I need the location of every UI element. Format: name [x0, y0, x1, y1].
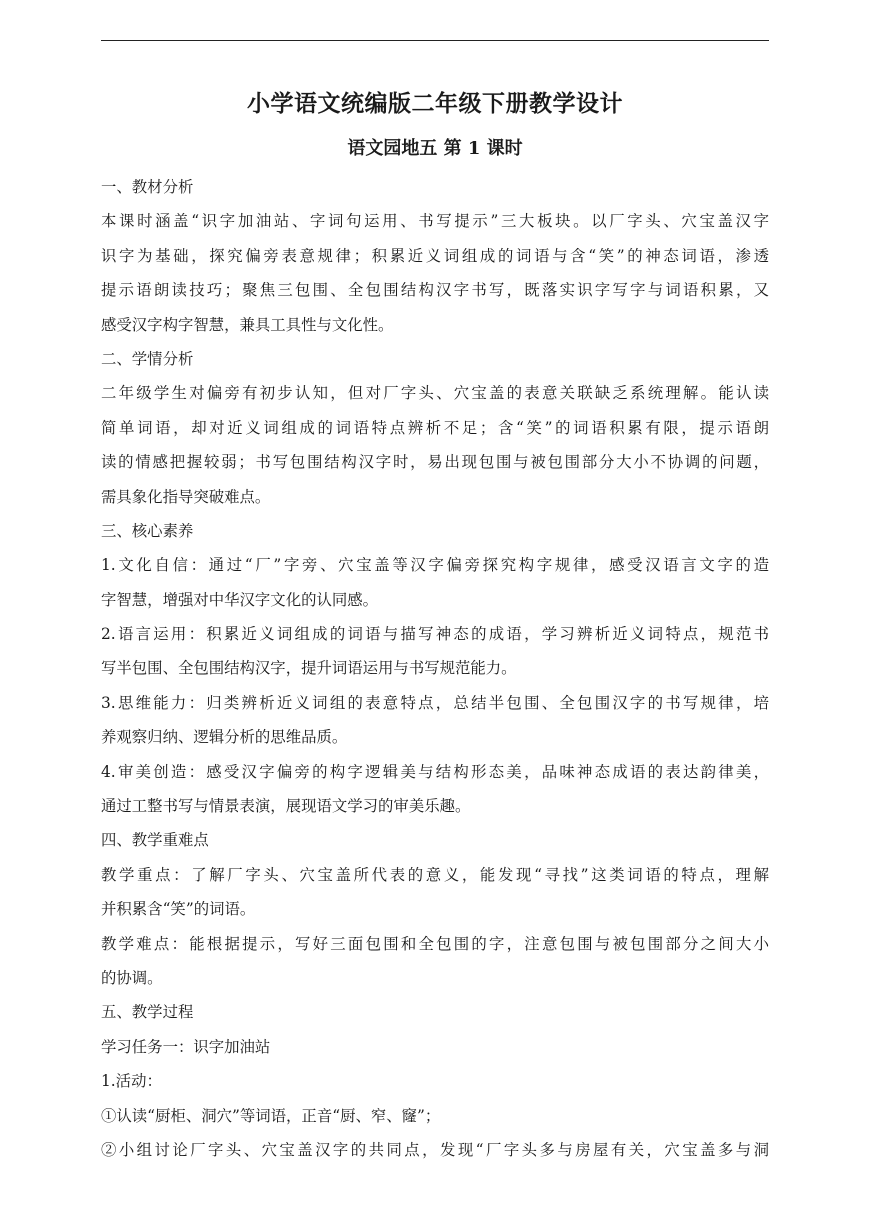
- document-body: [101, 170, 769, 1167]
- section-heading: 五、教学过程: [101, 1003, 194, 1022]
- paragraph-line: 3.思维能力：归类辨析近义词组的表意特点，总结半包围、全包围汉字的书写规律，培: [101, 693, 769, 712]
- paragraph-line: 识字为基础，探究偏旁表意规律；积累近义词组成的词语与含“笑”的神态词语，渗透: [101, 246, 769, 265]
- document-title: 小学语文统编版二年级下册教学设计: [247, 90, 623, 117]
- header-rule: [101, 40, 769, 41]
- activity-label: 1.活动：: [101, 1072, 162, 1091]
- paragraph-line: 简单词语，却对近义词组成的词语特点辨析不足；含“笑”的词语积累有限，提示语朗: [101, 418, 769, 437]
- paragraph-line: 写半包围、全包围结构汉字，提升词语运用与书写规范能力。: [101, 659, 517, 678]
- section-heading: 三、核心素养: [101, 521, 194, 540]
- paragraph-line: 提示语朗读技巧；聚焦三包围、全包围结构汉字书写，既落实识字写字与词语积累，又: [101, 281, 769, 300]
- paragraph-line: 4.审美创造：感受汉字偏旁的构字逻辑美与结构形态美，品味神态成语的表达韵律美，: [101, 762, 769, 781]
- lesson-subtitle: 语文园地五 第 1 课时: [347, 138, 523, 159]
- paragraph-line: 并积累含“笑”的词语。: [101, 900, 256, 919]
- paragraph-line: 教学难点：能根据提示，写好三面包围和全包围的字，注意包围与被包围部分之间大小: [101, 934, 769, 953]
- paragraph-line: 通过工整书写与情景表演，展现语文学习的审美乐趣。: [101, 797, 471, 816]
- section-heading: 二、学情分析: [101, 349, 194, 368]
- paragraph-line: 读的情感把握较弱；书写包围结构汉字时，易出现包围与被包围部分大小不协调的问题，: [101, 453, 769, 472]
- activity-step: ①认读“厨柜、洞穴”等词语，正音“厨、窄、窿”；: [101, 1106, 441, 1125]
- section-heading: 一、教材分析: [101, 178, 194, 196]
- paragraph-line: 养观察归纳、逻辑分析的思维品质。: [101, 728, 348, 747]
- paragraph-line: 字智慧，增强对中华汉字文化的认同感。: [101, 590, 379, 609]
- paragraph-line: 教学重点：了解厂字头、穴宝盖所代表的意义，能发现“寻找”这类词语的特点，理解: [101, 865, 769, 884]
- paragraph-line: 需具象化指导突破难点。: [101, 487, 271, 506]
- paragraph-line: 本课时涵盖“识字加油站、字词句运用、书写提示”三大板块。以厂字头、穴宝盖汉字: [101, 212, 769, 231]
- paragraph-line: 2.语言运用：积累近义词组成的词语与描写神态的成语，学习辨析近义词特点，规范书: [101, 625, 769, 644]
- activity-step: ②小组讨论厂字头、穴宝盖汉字的共同点，发现“厂字头多与房屋有关，穴宝盖多与洞: [101, 1140, 769, 1159]
- paragraph-line: 感受汉字构字智慧，兼具工具性与文化性。: [101, 315, 394, 334]
- document-content: [101, 84, 769, 1167]
- paragraph-line: 的协调。: [101, 968, 163, 987]
- section-heading: 四、教学重难点: [101, 831, 209, 850]
- paragraph-line: 二年级学生对偏旁有初步认知，但对厂字头、穴宝盖的表意关联缺乏系统理解。能认读: [101, 384, 769, 403]
- task-heading: 学习任务一：识字加油站: [101, 1037, 271, 1056]
- paragraph-line: 1.文化自信：通过“厂”字旁、穴宝盖等汉字偏旁探究构字规律，感受汉语言文字的造: [101, 556, 769, 575]
